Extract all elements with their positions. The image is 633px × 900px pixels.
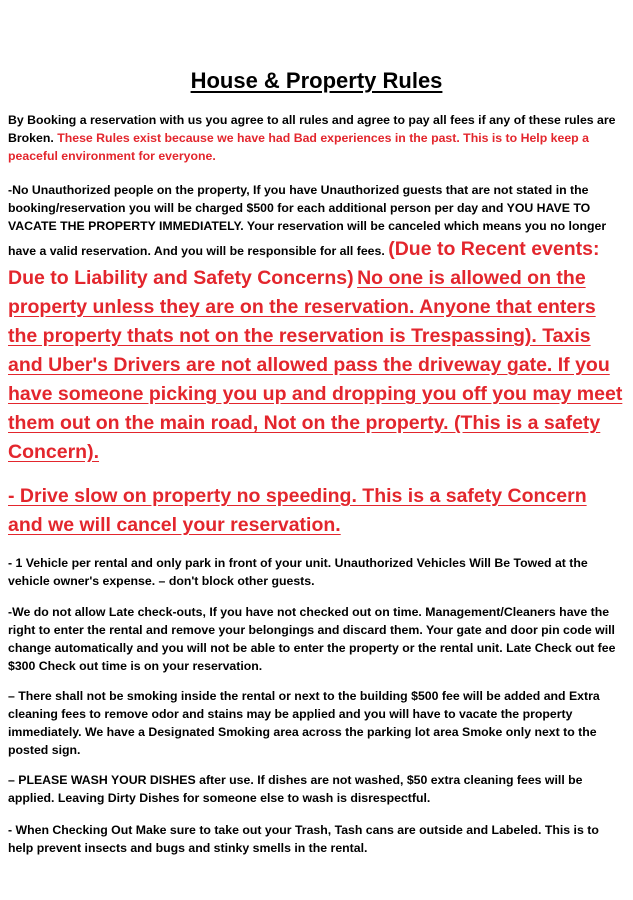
page-title: House & Property Rules [190, 68, 443, 93]
vehicle-rule: - 1 Vehicle per rental and only park in front of your unit. Unauthorized Vehicles Will Be Towed at the vehicle owner's expense. – don't block other guests. [8, 556, 588, 588]
unauthorized-text: -No Unauthorized people on the property, If you have Unauthorized guests that are not stated in the booking/reservation you will be charged $500 for each additional person per day and YOU HAVE TO VACATE THE PROPERTY IMMEDIATELY. Your reservation will be canceled which means you no longer have a valid reservation. And you will be responsible for all fees. [8, 183, 607, 258]
intro-text: By Booking a reservation with us you agree to all rules and agree to pay all fees if any of these rules are Broken. [8, 113, 616, 145]
dishes-rule: – PLEASE WASH YOUR DISHES after use. If dishes are not washed, $50 extra cleaning fees will be applied. Leaving Dirty Dishes for someone else to wash is disrespectful. [8, 773, 583, 805]
checkout-rule: -We do not allow Late check-outs, If you have not checked out on time. Management/Cleaners have the right to enter the rental and remove your belongings and discard them. Your gate and door pin code will change automatically and you will not be able to enter the property or the rental unit. Late Check out fee $300 Check out time is on your reservation. [8, 605, 616, 673]
intro-paragraph [8, 111, 626, 165]
drive-slow-notice: - Drive slow on property no speeding. This is a safety Concern and we will cancel your reservation. [8, 485, 587, 536]
trespassing-notice: No one is allowed on the property unless they are on the reservation. Anyone that enters the property thats not on the reservation is Trespassing). Taxis and Uber's Drivers are not allowed pass the driveway gate. If you have someone picking you up and dropping you off you may meet them out on the main road, Not on the property. (This is a safety Concern). [8, 267, 623, 463]
intro-red-text: These Rules exist because we have had Bad experiences in the past. This is to Help keep a peaceful environment for everyone. [8, 131, 589, 163]
trash-rule: - When Checking Out Make sure to take out your Trash, Tash cans are outside and Labeled. This is to help prevent insects and bugs and stinky smells in the rental. [8, 823, 599, 855]
recent-events-text: (Due to Recent events: Due to Liability and Safety Concerns) [8, 238, 600, 289]
unauthorized-paragraph [8, 181, 626, 467]
smoking-rule: – There shall not be smoking inside the rental or next to the building $500 fee will be added and Extra cleaning fees to remove odor and stains may be applied and you will have to vacate the property immediately. We have a Designated Smoking area across the parking lot area Smoke only next to the posted sign. [8, 689, 600, 757]
